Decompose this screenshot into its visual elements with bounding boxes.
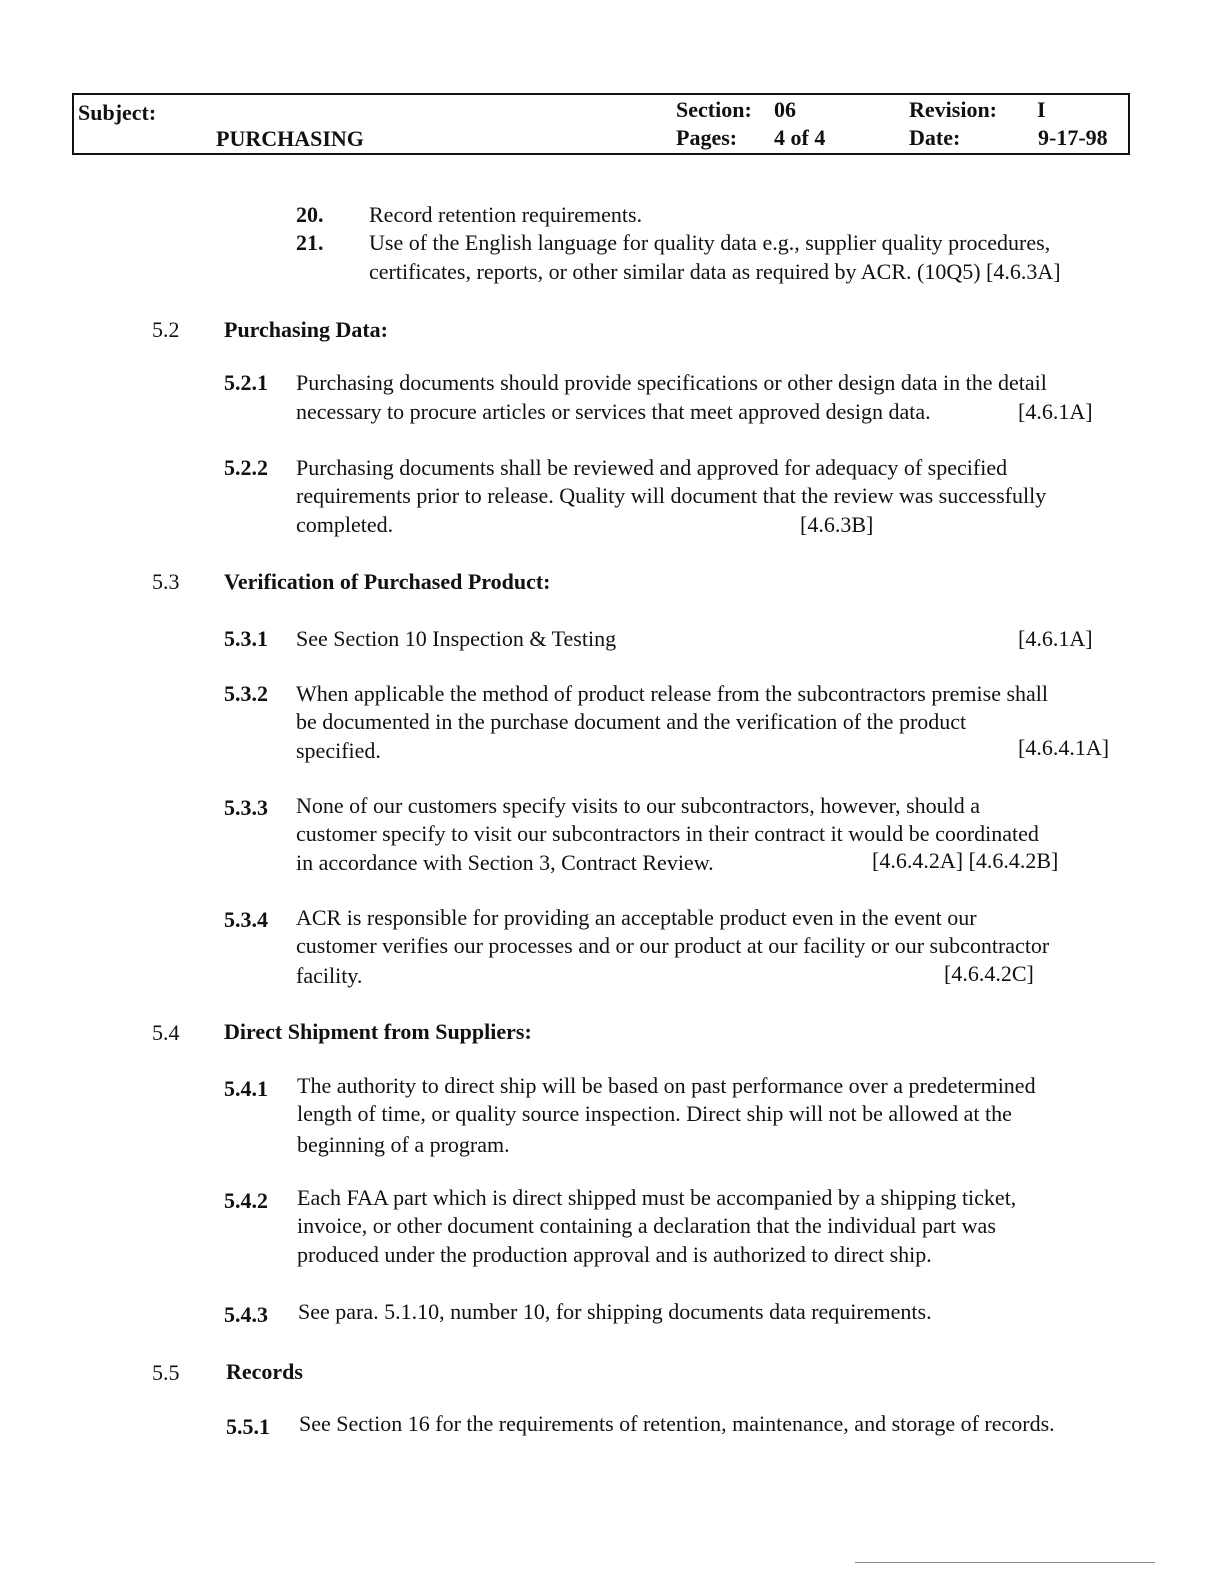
section-number: 5.3 [152,569,180,594]
list-item-number: 20. [296,202,324,227]
list-item-number: 21. [296,230,324,255]
paragraph-line: beginning of a program. [297,1132,510,1157]
paragraph-line: customer specify to visit our subcontractors in their contract it would be coordinated [296,821,1039,846]
paragraph-number: 5.4.3 [224,1302,268,1327]
pages-value: 4 of 4 [774,125,826,150]
paragraph-line: See Section 10 Inspection & Testing [296,626,617,651]
paragraph-line: facility. [296,963,363,988]
paragraph-line: completed. [296,512,394,537]
paragraph-line: invoice, or other document containing a declaration that the individual part was [297,1213,996,1238]
section-heading: Records [226,1359,303,1384]
date-value: 9-17-98 [1038,125,1108,150]
paragraph-line: specified. [296,738,381,763]
paragraph-line: necessary to procure articles or services that meet approved design data. [296,399,931,424]
paragraph-reference: [4.6.4.2C] [944,961,1034,986]
paragraph-number: 5.2.2 [224,455,268,480]
paragraph-number: 5.5.1 [226,1414,270,1439]
paragraph-reference: [4.6.4.1A] [1018,735,1110,760]
section-label: Section: [676,97,752,122]
paragraph-line: ACR is responsible for providing an acceptable product even in the event our [296,905,977,930]
section-number: 5.4 [152,1020,180,1045]
list-item-text: Use of the English language for quality data e.g., supplier quality procedures, [369,230,1051,255]
section-value: 06 [774,97,796,122]
section-heading: Verification of Purchased Product: [224,569,551,594]
paragraph-number: 5.2.1 [224,370,268,395]
revision-label: Revision: [909,97,997,122]
paragraph-number: 5.4.2 [224,1188,268,1213]
paragraph-line: Each FAA part which is direct shipped must be accompanied by a shipping ticket, [297,1185,1017,1210]
subject-value: PURCHASING [216,126,364,151]
paragraph-line: requirements prior to release. Quality will document that the review was successfully [296,483,1047,508]
paragraph-line: Purchasing documents should provide specifications or other design data in the detail [296,370,1047,395]
footer-rule [855,1562,1155,1563]
pages-label: Pages: [676,125,738,150]
paragraph-line: length of time, or quality source inspection. Direct ship will not be allowed at the [297,1101,1012,1126]
subject-label: Subject: [78,100,157,125]
paragraph-line: See Section 16 for the requirements of retention, maintenance, and storage of records. [299,1411,1055,1436]
document-header [72,93,1130,155]
paragraph-line: in accordance with Section 3, Contract Review. [296,850,714,875]
list-item-text: Record retention requirements. [369,202,643,227]
paragraph-reference: [4.6.1A] [1018,626,1093,651]
paragraph-reference: [4.6.1A] [1018,399,1093,424]
paragraph-number: 5.3.1 [224,626,268,651]
section-heading: Purchasing Data: [224,317,388,342]
paragraph-line: customer verifies our processes and or our product at our facility or our subcontractor [296,933,1050,958]
paragraph-line: When applicable the method of product release from the subcontractors premise shall [296,681,1049,706]
paragraph-reference: [4.6.3B] [800,512,874,537]
paragraph-line: Purchasing documents shall be reviewed and approved for adequacy of specified [296,455,1008,480]
paragraph-line: None of our customers specify visits to our subcontractors, however, should a [296,793,981,818]
paragraph-line: See para. 5.1.10, number 10, for shipping documents data requirements. [298,1299,932,1324]
date-label: Date: [909,125,961,150]
section-heading: Direct Shipment from Suppliers: [224,1019,532,1044]
paragraph-reference: [4.6.4.2A] [4.6.4.2B] [872,848,1059,873]
paragraph-number: 5.3.3 [224,795,268,820]
paragraph-line: The authority to direct ship will be based on past performance over a predetermined [297,1073,1036,1098]
paragraph-number: 5.3.2 [224,681,268,706]
paragraph-number: 5.4.1 [224,1076,268,1101]
paragraph-line: produced under the production approval and is authorized to direct ship. [297,1242,932,1267]
paragraph-line: be documented in the purchase document and the verification of the product [296,709,967,734]
revision-value: I [1037,97,1046,122]
section-number: 5.2 [152,317,180,342]
list-item-text: certificates, reports, or other similar data as required by ACR. (10Q5) [4.6.3A] [369,259,1061,284]
paragraph-number: 5.3.4 [224,907,268,932]
section-number: 5.5 [152,1360,180,1385]
